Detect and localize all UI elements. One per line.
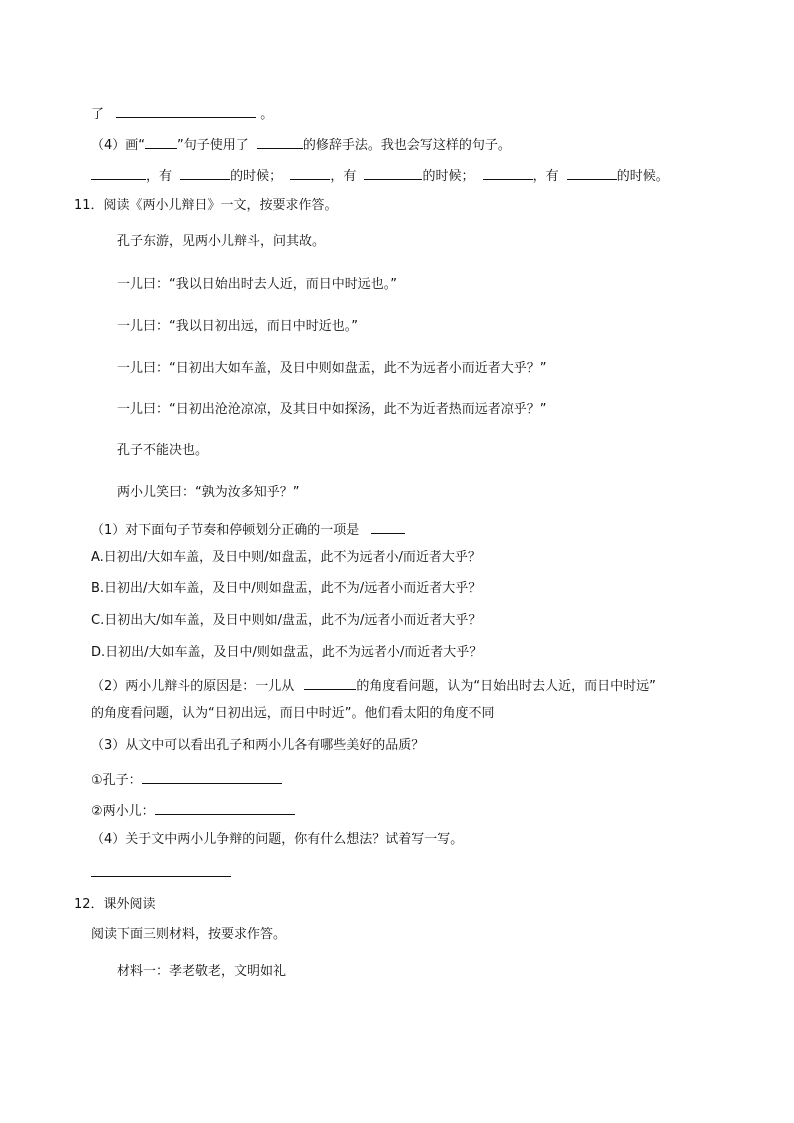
answer-blank[interactable] — [155, 800, 295, 815]
answer-blank[interactable] — [180, 165, 230, 180]
option-a[interactable]: A.日初出/大如车盖，及日中则/如盘盂，此不为远者小/而近者大乎？ — [91, 550, 481, 565]
q10-fill-you: ，有 — [532, 169, 559, 184]
q12-intro: 阅读下面三则材料，按要求作答。 — [91, 927, 287, 942]
answer-blank[interactable] — [567, 165, 617, 180]
answer-blank[interactable] — [257, 134, 303, 149]
answer-blank[interactable] — [304, 675, 356, 690]
q11-text-line: 孔子不能决也。 — [117, 443, 209, 458]
option-d[interactable]: D.日初出/大如车盖，及日中/则如盘盂，此不为远者小/而近者大乎？ — [91, 645, 483, 660]
q11-p1-text: （1）对下面句子节奏和停顿划分正确的一项是 — [91, 523, 360, 538]
answer-blank[interactable] — [116, 103, 256, 118]
q11-part3: （3）从文中可以看出孔子和两小儿各有哪些美好的品质？ — [91, 738, 425, 753]
q10-cont-suffix: 。 — [260, 107, 274, 122]
answer-blank[interactable] — [364, 165, 422, 180]
q10-fill-time: 的时候； — [230, 169, 283, 184]
q10-part4 — [91, 134, 511, 155]
q11-text-line: 一儿曰：“我以日始出时去人近，而日中时远也。” — [117, 277, 397, 292]
q10-fill-line — [91, 165, 669, 186]
option-b[interactable]: B.日初出/大如车盖，及日中/则如盘盂，此不为/远者小而近者大乎？ — [91, 581, 482, 596]
q11-p2-text-b: 的角度看问题，认为“日始出时去人近，而日中时远” — [356, 679, 656, 694]
q11-text-line: 一儿曰：“日初出沧沧凉凉，及其日中如探汤，此不为近者热而远者凉乎？” — [117, 402, 547, 417]
q11-heading: 11．阅读《两小儿辩日》一文，按要求作答。 — [74, 198, 338, 213]
q11-part1 — [91, 519, 405, 540]
q11-text-line: 一儿曰：“日初出大如车盖，及日中则如盘盂，此不为远者小而近者大乎？” — [117, 361, 547, 376]
q12-material1: 材料一：孝老敬老，文明如礼 — [117, 964, 287, 979]
q11-kongzi-label: ①孔子： — [91, 773, 142, 788]
q11-text-line: 一儿曰：“我以日初出远，而日中时近也。” — [117, 319, 358, 334]
q10-cont-prefix: 了 — [91, 107, 105, 122]
q10-fill-you: ，有 — [146, 169, 173, 184]
q10-p4-text-c: 的修辞手法。我也会写这样的句子。 — [302, 138, 511, 153]
q11-p2-text-a: （2）两小儿辩斗的原因是：一儿从 — [91, 679, 295, 694]
q11-part3-xiaoer — [91, 800, 295, 821]
q11-part2-cont: 的角度看问题，认为“日初出远，而日中时近”。他们看太阳的角度不同 — [91, 706, 495, 721]
answer-blank[interactable] — [91, 165, 146, 180]
q11-part4: （4）关于文中两小儿争辩的问题，你有什么想法？试着写一写。 — [91, 832, 464, 847]
q11-text-line: 两小儿笑曰：“孰为汝多知乎？” — [117, 485, 300, 500]
q12-heading: 12．课外阅读 — [74, 897, 156, 912]
q11-text-line: 孔子东游，见两小儿辩斗，问其故。 — [117, 234, 326, 249]
answer-blank[interactable] — [142, 769, 282, 784]
q10-fill-time: 的时候。 — [616, 169, 669, 184]
q11-part2 — [91, 675, 656, 696]
q11-xiaoer-label: ②两小儿： — [91, 804, 155, 819]
answer-blank[interactable] — [290, 165, 330, 180]
answer-line[interactable] — [91, 876, 231, 877]
answer-blank[interactable] — [371, 519, 405, 534]
q11-part3-kongzi — [91, 769, 282, 790]
q10-p4-text-b: ”句子使用了 — [177, 138, 249, 153]
answer-blank[interactable] — [145, 134, 177, 149]
q10-fill-time: 的时候； — [422, 169, 475, 184]
option-c[interactable]: C.日初出大/如车盖，及日中则如/盘盂，此不为/远者小而近者大乎？ — [91, 613, 482, 628]
q10-cont-line — [91, 103, 273, 124]
q10-fill-you: ，有 — [330, 169, 357, 184]
q10-p4-text-a: （4）画“ — [91, 138, 146, 153]
answer-blank[interactable] — [483, 165, 533, 180]
